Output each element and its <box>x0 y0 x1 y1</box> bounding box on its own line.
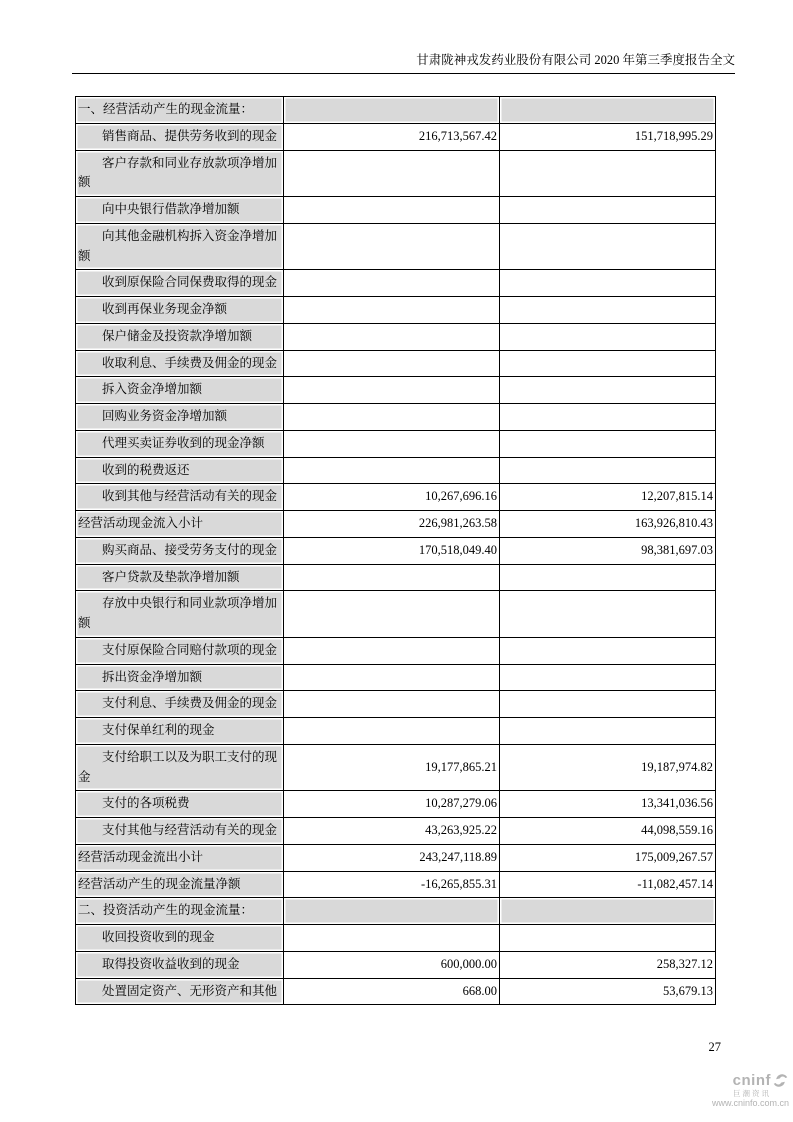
row-item-label: 收回投资收到的现金 <box>76 925 284 952</box>
row-item-label: 支付原保险合同赔付款项的现金 <box>76 637 284 664</box>
row-value-current-period <box>284 664 500 691</box>
row-value-current-period <box>284 297 500 324</box>
row-value-prior-period <box>500 898 716 925</box>
row-value-current-period <box>284 637 500 664</box>
row-item-label: 一、经营活动产生的现金流量： <box>76 97 284 124</box>
table-row <box>76 951 716 978</box>
row-value-current-period <box>284 350 500 377</box>
row-value-prior-period <box>500 377 716 404</box>
table-row <box>76 925 716 952</box>
table-row <box>76 377 716 404</box>
row-value-prior-period <box>500 323 716 350</box>
row-value-current-period: 43,263,925.22 <box>284 818 500 845</box>
row-item-label: 向其他金融机构拆入资金净增加额 <box>76 223 284 270</box>
row-value-prior-period: 13,341,036.56 <box>500 791 716 818</box>
row-value-prior-period: 258,327.12 <box>500 951 716 978</box>
table-row <box>76 978 716 1005</box>
row-value-prior-period: 175,009,267.57 <box>500 844 716 871</box>
row-item-label: 支付其他与经营活动有关的现金 <box>76 818 284 845</box>
row-value-current-period <box>284 718 500 745</box>
row-value-prior-period <box>500 925 716 952</box>
row-item-label: 向中央银行借款净增加额 <box>76 197 284 224</box>
row-value-prior-period <box>500 197 716 224</box>
row-item-label: 收到的税费返还 <box>76 457 284 484</box>
row-value-prior-period: 98,381,697.03 <box>500 537 716 564</box>
row-item-label: 取得投资收益收到的现金 <box>76 951 284 978</box>
page-number: 27 <box>708 1040 721 1054</box>
row-value-current-period <box>284 925 500 952</box>
row-value-prior-period <box>500 297 716 324</box>
row-value-current-period <box>284 564 500 591</box>
row-value-prior-period: 53,679.13 <box>500 978 716 1005</box>
row-value-prior-period <box>500 404 716 431</box>
table-row <box>76 404 716 431</box>
table-row <box>76 591 716 638</box>
table-row <box>76 323 716 350</box>
cash-flow-table-body <box>76 97 716 1005</box>
cninfo-logo-brand-row <box>697 1072 789 1089</box>
row-item-label: 拆出资金净增加额 <box>76 664 284 691</box>
row-value-current-period <box>284 591 500 638</box>
row-value-current-period <box>284 223 500 270</box>
row-value-current-period <box>284 430 500 457</box>
row-item-label: 保户储金及投资款净增加额 <box>76 323 284 350</box>
row-value-prior-period <box>500 430 716 457</box>
row-value-prior-period <box>500 97 716 124</box>
row-item-label: 收到其他与经营活动有关的现金 <box>76 484 284 511</box>
row-value-current-period: 19,177,865.21 <box>284 744 500 791</box>
table-row <box>76 123 716 150</box>
row-value-prior-period: 151,718,995.29 <box>500 123 716 150</box>
cninfo-swirl-icon <box>772 1072 789 1089</box>
row-value-current-period <box>284 457 500 484</box>
row-item-label: 处置固定资产、无形资产和其他 <box>76 978 284 1005</box>
table-row <box>76 430 716 457</box>
row-value-prior-period <box>500 350 716 377</box>
table-row <box>76 818 716 845</box>
table-row <box>76 691 716 718</box>
table-row <box>76 97 716 124</box>
row-value-current-period: 600,000.00 <box>284 951 500 978</box>
row-value-current-period <box>284 150 500 197</box>
row-value-prior-period <box>500 691 716 718</box>
row-value-prior-period <box>500 591 716 638</box>
row-value-prior-period <box>500 457 716 484</box>
row-value-current-period: -16,265,855.31 <box>284 871 500 898</box>
row-item-label: 经营活动现金流入小计 <box>76 511 284 538</box>
row-value-prior-period: 163,926,810.43 <box>500 511 716 538</box>
table-row <box>76 197 716 224</box>
table-row <box>76 350 716 377</box>
row-value-current-period: 216,713,567.42 <box>284 123 500 150</box>
row-value-prior-period <box>500 564 716 591</box>
row-value-current-period <box>284 691 500 718</box>
row-value-current-period: 243,247,118.89 <box>284 844 500 871</box>
row-value-current-period <box>284 270 500 297</box>
row-item-label: 支付保单红利的现金 <box>76 718 284 745</box>
cash-flow-table <box>75 96 716 1005</box>
row-value-prior-period: 44,098,559.16 <box>500 818 716 845</box>
row-item-label: 收到原保险合同保费取得的现金 <box>76 270 284 297</box>
table-row <box>76 664 716 691</box>
table-row <box>76 564 716 591</box>
table-row <box>76 844 716 871</box>
row-item-label: 代理买卖证券收到的现金净额 <box>76 430 284 457</box>
table-row <box>76 718 716 745</box>
table-row <box>76 150 716 197</box>
row-value-current-period: 10,267,696.16 <box>284 484 500 511</box>
row-item-label: 销售商品、提供劳务收到的现金 <box>76 123 284 150</box>
row-item-label: 支付的各项税费 <box>76 791 284 818</box>
row-value-prior-period: 12,207,815.14 <box>500 484 716 511</box>
row-value-current-period <box>284 97 500 124</box>
row-item-label: 存放中央银行和同业款项净增加额 <box>76 591 284 638</box>
table-row <box>76 270 716 297</box>
row-value-current-period: 668.00 <box>284 978 500 1005</box>
row-item-label: 经营活动产生的现金流量净额 <box>76 871 284 898</box>
cninfo-url: www.cninfo.com.cn <box>711 1097 789 1108</box>
table-row <box>76 637 716 664</box>
row-item-label: 支付给职工以及为职工支付的现金 <box>76 744 284 791</box>
table-row <box>76 511 716 538</box>
row-item-label: 客户存款和同业存放款项净增加额 <box>76 150 284 197</box>
row-value-current-period: 170,518,049.40 <box>284 537 500 564</box>
row-value-prior-period: 19,187,974.82 <box>500 744 716 791</box>
row-value-prior-period: -11,082,457.14 <box>500 871 716 898</box>
row-value-current-period <box>284 898 500 925</box>
row-value-current-period <box>284 323 500 350</box>
table-row <box>76 457 716 484</box>
table-row <box>76 297 716 324</box>
row-value-current-period: 226,981,263.58 <box>284 511 500 538</box>
page-header-title: 甘肃陇神戎发药业股份有限公司 2020 年第三季度报告全文 <box>72 52 735 74</box>
row-value-prior-period <box>500 223 716 270</box>
row-value-current-period <box>284 404 500 431</box>
cninfo-logo <box>697 1072 789 1108</box>
row-item-label: 客户贷款及垫款净增加额 <box>76 564 284 591</box>
table-row <box>76 871 716 898</box>
table-row <box>76 744 716 791</box>
row-value-prior-period <box>500 664 716 691</box>
row-value-current-period: 10,287,279.06 <box>284 791 500 818</box>
row-value-prior-period <box>500 150 716 197</box>
row-item-label: 支付利息、手续费及佣金的现金 <box>76 691 284 718</box>
row-item-label: 拆入资金净增加额 <box>76 377 284 404</box>
table-row <box>76 898 716 925</box>
cninfo-chinese-name: 巨潮资讯 <box>733 1089 771 1098</box>
row-item-label: 购买商品、接受劳务支付的现金 <box>76 537 284 564</box>
row-item-label: 回购业务资金净增加额 <box>76 404 284 431</box>
row-value-current-period <box>284 377 500 404</box>
row-value-prior-period <box>500 270 716 297</box>
row-item-label: 经营活动现金流出小计 <box>76 844 284 871</box>
cninfo-brand-text: cninf <box>732 1072 771 1089</box>
row-value-current-period <box>284 197 500 224</box>
table-row <box>76 484 716 511</box>
row-value-prior-period <box>500 637 716 664</box>
table-row <box>76 791 716 818</box>
row-value-prior-period <box>500 718 716 745</box>
row-item-label: 收到再保业务现金净额 <box>76 297 284 324</box>
row-item-label: 二、投资活动产生的现金流量： <box>76 898 284 925</box>
table-row <box>76 223 716 270</box>
row-item-label: 收取利息、手续费及佣金的现金 <box>76 350 284 377</box>
table-row <box>76 537 716 564</box>
